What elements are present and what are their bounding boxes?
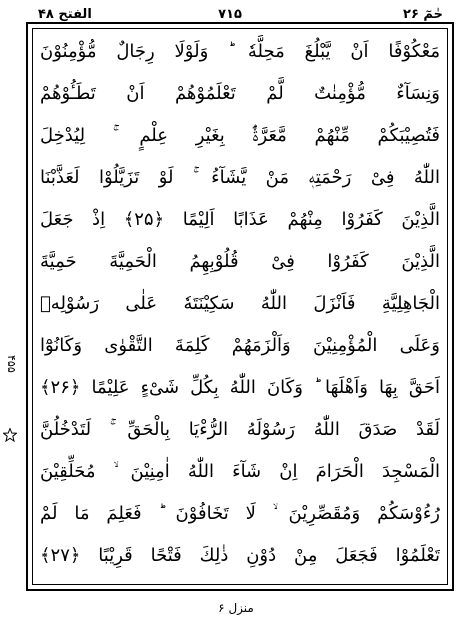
verse-line: الَّذِيْنَ كَفَرُوْا مِنْهُمْ عَذَابًا اَلِيْمًا ﴿۲۵﴾ اِذْ جَعَلَ bbox=[40, 209, 440, 230]
verse-line: مَعْكُوْفًا اَنْ يَّبْلُغَ مَحِلَّهٗ ؕ وَلَوْلَا رِجَالٌ مُّؤْمِنُوْنَ bbox=[40, 41, 440, 62]
verse-line: اللّٰهُ فِىْ رَحْمَتِهٖ مَنْ يَّشَآءُ ۚ لَوْ تَزَيَّلُوْا لَعَذَّبْنَا bbox=[40, 167, 440, 188]
surah-header: الفتح ۴۸ bbox=[38, 7, 92, 22]
verse-line: الَّذِيْنَ كَفَرُوْا فِىْ قُلُوْبِهِمُ الْحَمِيَّةَ حَمِيَّةَ bbox=[40, 251, 440, 272]
verse-line: وَعَلَى الْمُؤْمِنِيْنَ وَاَلْزَمَهُمْ كَلِمَةَ التَّقْوٰى وَكَانُوْٓا bbox=[40, 335, 440, 356]
juz-header: حٰمٓ ۲۶ bbox=[403, 7, 443, 22]
verse-line: الْجَاهِلِيَّةِ فَاَنْزَلَ اللّٰهُ سَكِيْنَتَهٗ عَلٰى رَسُوْلِهٖ bbox=[40, 293, 440, 314]
ruku-marker: ۴۵۵ bbox=[5, 355, 18, 373]
verse-line: تَعْلَمُوْا فَجَعَلَ مِنْ دُوْنِ ذٰلِكَ فَتْحًا قَرِيْبًا ﴿۲۷﴾ bbox=[40, 545, 440, 566]
verse-line: اَحَقَّ بِهَا وَاَهْلَهَا ؕ وَكَانَ اللّٰهُ بِكُلِّ شَىْءٍ عَلِيْمًا ﴿۲۶﴾ bbox=[40, 377, 440, 398]
star-icon bbox=[3, 428, 17, 442]
verse-line: وَنِسَآءٌ مُّؤْمِنٰتٌ لَّمْ تَعْلَمُوْهُمْ اَنْ تَطَـُٔوْهُمْ bbox=[40, 83, 440, 104]
verse-line: رُءُوْسَكُمْ وَمُقَصِّرِيْنَ ۙ لَا تَخَافُوْنَ ؕ فَعَلِمَ مَا لَمْ bbox=[40, 503, 440, 524]
page-number: ۷۱۵ bbox=[218, 7, 242, 22]
verse-line: لَقَدْ صَدَقَ اللّٰهُ رَسُوْلَهُ الرُّءْيَا بِالْحَقِّ ۚ لَتَدْخُلُنَّ bbox=[40, 419, 440, 440]
manzil-footer: منزل ۶ bbox=[218, 601, 254, 615]
verse-line: الْمَسْجِدَ الْحَرَامَ اِنْ شَآءَ اللّٰهُ اٰمِنِيْنَ ۙ مُحَلِّقِيْنَ bbox=[40, 461, 440, 482]
verse-text-block bbox=[40, 32, 440, 580]
verse-line: فَتُصِيْبَكُمْ مِّنْهُمْ مَّعَرَّةٌۢ بِغَيْرِ عِلْمٍ ۚ لِيُدْخِلَ bbox=[40, 125, 440, 146]
